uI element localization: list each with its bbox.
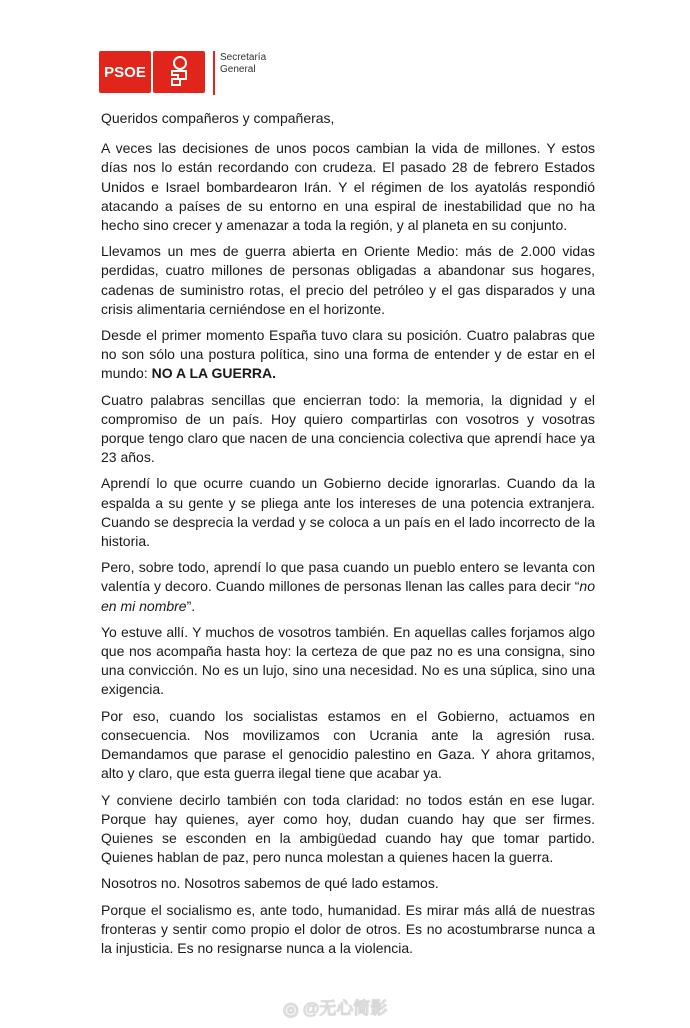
paragraph: Y conviene decirlo también con toda claridad: no todos están en ese lugar. Porque hay quienes, ayer como hoy, dudan cuando hay que ser firmes. Quienes se esconden en la ambigüedad cuando hay que tomar partido. Quienes hablan de paz, pero nunca molestan a quienes hacen la guerra. (101, 791, 595, 866)
watermark-text: @无心简影 (302, 999, 388, 1019)
quote: no en mi nombre (101, 578, 595, 614)
paragraph: Aprendí lo que ocurre cuando un Gobierno decide ignorarlas. Cuando da la espalda a su gente y se pliega ante los intereses de una potencia extranjera. Cuando se desprecia la verdad y se coloca a un país en el lado incorrecto de la historia. (101, 475, 595, 550)
paragraph (101, 558, 595, 616)
divider (213, 51, 215, 95)
rose-fist-icon (153, 51, 205, 93)
weibo-icon: ◎ (283, 999, 299, 1020)
paragraph: Porque el socialismo es, ante todo, humanidad. Es mirar más allá de nuestras fronteras y sentir como propio el dolor de otros. Es no acostumbrarse nunca a la injusticia. Es no resignarse nunca a la violencia. (101, 901, 595, 956)
slogan: NO A LA GUERRA. (151, 365, 277, 382)
office-label (220, 52, 266, 76)
office-line-1: Secretaría (220, 52, 267, 63)
psoe-logo (99, 51, 266, 95)
greeting: Queridos compañeros y compañeras, (101, 110, 335, 126)
psoe-logo-text: PSOE (99, 51, 151, 93)
paragraph: Por eso, cuando los socialistas estamos en el Gobierno, actuamos en consecuencia. Nos movilizamos con Ucrania ante la agresión rusa. Demandamos que parase el genocidio palestino en Gaza. Y ahora gritamos, alto y claro, que esta guerra ilegal tiene que acabar ya. (101, 707, 595, 782)
paragraph-text: Desde el primer momento España tuvo clara su posición. Cuatro palabras que no son sólo una postura política, sino una forma de entender y de estar en el mundo: (101, 327, 595, 382)
paragraph-end: ”. (186, 597, 196, 614)
paragraph-text: Pero, sobre todo, aprendí lo que pasa cuando un pueblo entero se levanta con valentía y decoro. Cuando millones de personas llenan las calles para decir “ (101, 559, 595, 595)
paragraph: A veces las decisiones de unos pocos cambian la vida de millones. Y estos días nos lo están recordando con crudeza. El pasado 28 de febrero Estados Unidos e Israel bombardearon Irán. Y el régimen de los ayatolás respondió atacando a países de su entorno en una espiral de inestabilidad que no ha hecho sino crecer y amenazar a toda la región, y al planeta en su conjunto. (101, 140, 595, 234)
watermark (283, 998, 690, 1020)
paragraph: Cuatro palabras sencillas que encierran todo: la memoria, la dignidad y el compromiso de un país. Hoy quiero compartirlas con vosotros y vosotras porque tengo claro que nacen de una conciencia colectiva que aprendí hace ya 23 años. (101, 391, 595, 466)
paragraph: Nosotros no. Nosotros sabemos de qué lado estamos. (101, 875, 439, 892)
letter-body (101, 0, 595, 958)
paragraph (101, 326, 595, 384)
paragraph: Llevamos un mes de guerra abierta en Oriente Medio: más de 2.000 vidas perdidas, cuatro millones de personas obligadas a abandonar sus hogares, cadenas de suministro rotas, el precio del petróleo y el gas disparados y una crisis alimentaria cerniéndose en el horizonte. (101, 243, 595, 317)
office-line-2: General (220, 64, 256, 75)
paragraph: Yo estuve allí. Y muchos de vosotros también. En aquellas calles forjamos algo que nos acompaña hasta hoy: la certeza de que paz no es una consigna, sino una convicción. No es un lujo, sino una necesidad. No es una súplica, sino una exigencia. (101, 623, 595, 698)
